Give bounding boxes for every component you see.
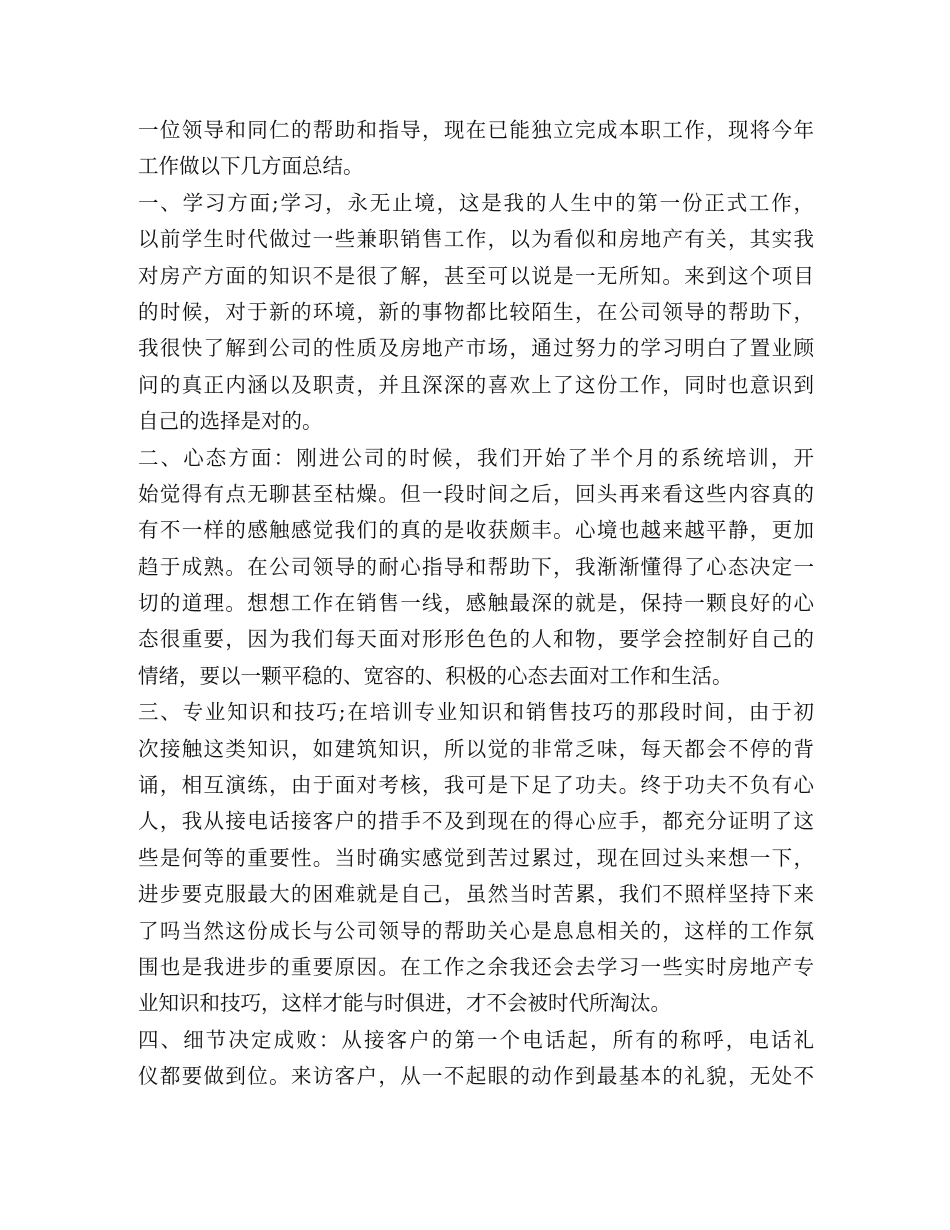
text-line: 进步要克服最大的困难就是自己，虽然当时苦累，我们不照样坚持下来: [138, 882, 814, 907]
text-line: 人，我从接电话接客户的措手不及到现在的得心应手，都充分证明了这: [138, 809, 814, 834]
text-line: 自己的选择是对的。: [138, 409, 323, 434]
text-line: 四、细节决定成败：从接客户的第一个电话起，所有的称呼，电话礼: [138, 1027, 814, 1052]
text-line: 仪都要做到位。来访客户，从一不起眼的动作到最基本的礼貌，无处不: [138, 1064, 814, 1089]
text-line: 以前学生时代做过一些兼职销售工作，以为看似和房地产有关，其实我: [138, 227, 814, 252]
text-line: 围也是我进步的重要原因。在工作之余我还会去学习一些实时房地产专: [138, 954, 814, 979]
text-line: 态很重要，因为我们每天面对形形色色的人和物，要学会控制好自己的: [138, 627, 814, 652]
text-line: 问的真正内涵以及职责，并且深深的喜欢上了这份工作，同时也意识到: [138, 372, 814, 397]
text-line: 情绪，要以一颗平稳的、宽容的、积极的心态去面对工作和生活。: [138, 663, 733, 688]
text-line: 对房产方面的知识不是很了解，甚至可以说是一无所知。来到这个项目: [138, 263, 814, 288]
text-line: 了吗当然这份成长与公司领导的帮助关心是息息相关的，这样的工作氛: [138, 918, 814, 943]
text-line: 一位领导和同仁的帮助和指导，现在已能独立完成本职工作，现将今年: [138, 118, 814, 142]
text-line: 业知识和技巧，这样才能与时俱进，才不会被时代所淘汰。: [138, 991, 671, 1016]
text-line: 诵，相互演练，由于面对考核，我可是下足了功夫。终于功夫不负有心: [138, 773, 814, 798]
text-line: 趋于成熟。在公司领导的耐心指导和帮助下，我渐渐懂得了心态决定一: [138, 554, 814, 579]
text-line: 始觉得有点无聊甚至枯燥。但一段时间之后，回头再来看这些内容真的: [138, 481, 814, 506]
document-body: [138, 112, 814, 1095]
text-line: 次接触这类知识，如建筑知识，所以觉的非常乏味，每天都会不停的背: [138, 736, 814, 761]
text-line: 一、学习方面;学习，永无止境，这是我的人生中的第一份正式工作，: [138, 190, 814, 215]
text-line: 工作做以下几方面总结。: [138, 154, 364, 179]
text-line: 的时候，对于新的环境，新的事物都比较陌生，在公司领导的帮助下，: [138, 299, 814, 324]
text-line: 切的道理。想想工作在销售一线，感触最深的就是，保持一颗良好的心: [138, 591, 814, 616]
text-line: 我很快了解到公司的性质及房地产市场，通过努力的学习明白了置业顾: [138, 336, 814, 361]
text-line: 二、心态方面：刚进公司的时候，我们开始了半个月的系统培训，开: [138, 445, 814, 470]
text-line: 三、专业知识和技巧;在培训专业知识和销售技巧的那段时间，由于初: [138, 700, 814, 725]
text-line: 有不一样的感触感觉我们的真的是收获颇丰。心境也越来越平静，更加: [138, 518, 814, 543]
text-line: 些是何等的重要性。当时确实感觉到苦过累过，现在回过头来想一下，: [138, 845, 814, 870]
